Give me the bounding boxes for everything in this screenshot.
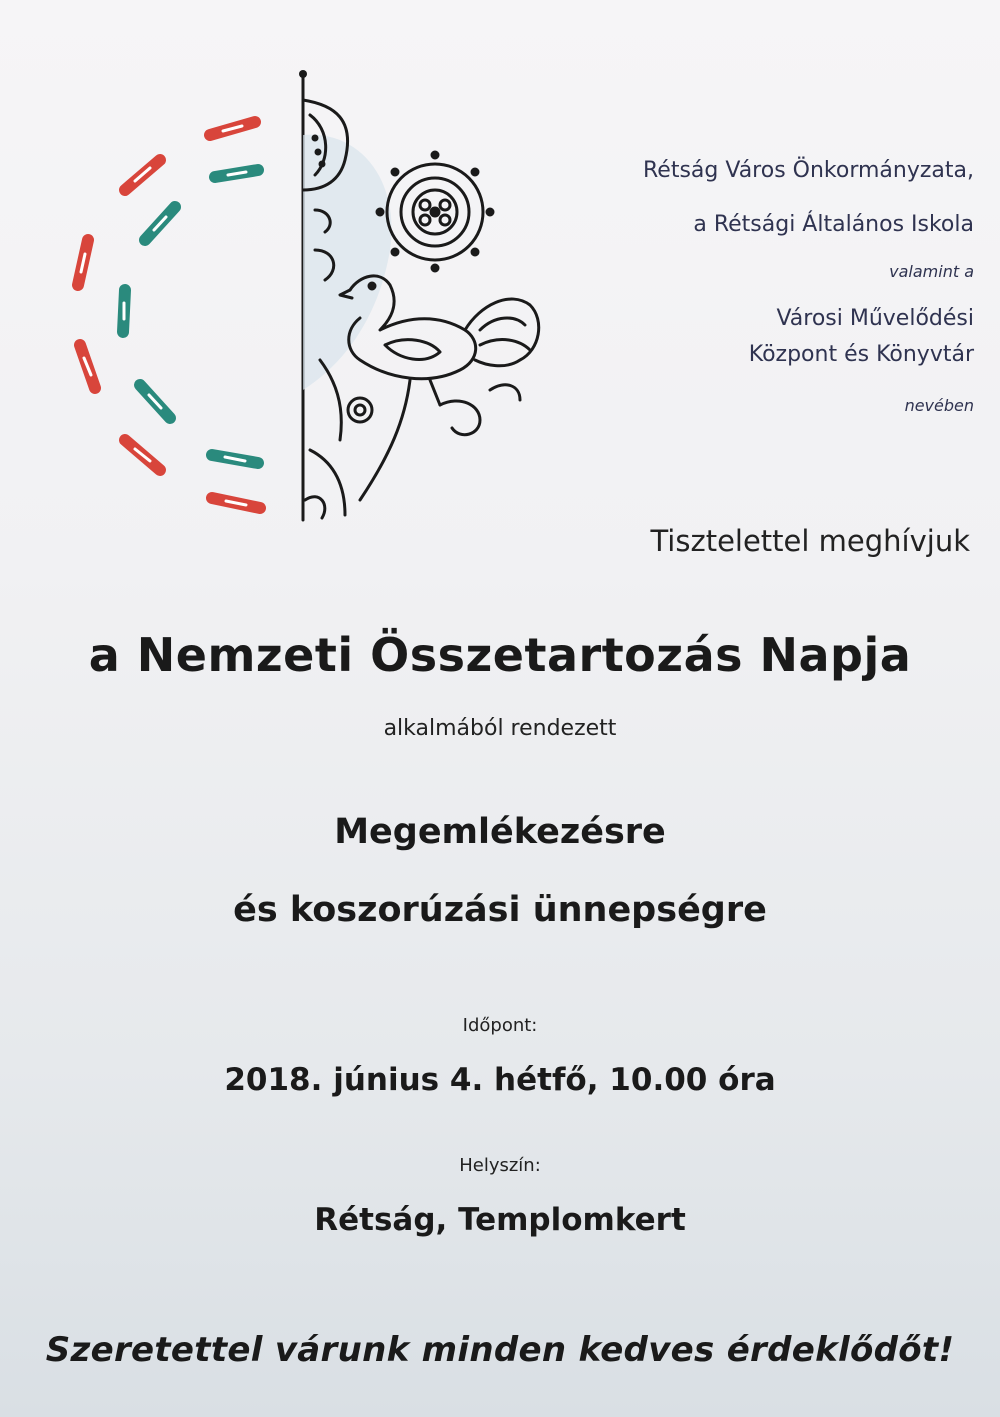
organizer-line-2: a Rétsági Általános Iskola — [693, 212, 974, 237]
organizer-line-5: Központ és Könyvtár — [748, 342, 974, 367]
folk-bird-flower-icon — [299, 70, 539, 520]
organizer-line-1: Rétság Város Önkormányzata, — [643, 158, 974, 183]
time-label: Időpont: — [462, 1015, 538, 1036]
organizer-line-3: valamint a — [889, 262, 974, 281]
stitch-arc-icon — [78, 122, 260, 508]
event-name-line-1: Megemlékezésre — [334, 812, 666, 852]
event-title: a Nemzeti Összetartozás Napja — [88, 628, 912, 682]
invite-line: Tisztelettel meghívjuk — [650, 524, 970, 558]
organizer-line-6: nevében — [904, 396, 974, 415]
place-label: Helyszín: — [459, 1155, 541, 1176]
event-name-line-2: és koszorúzási ünnepségre — [233, 890, 767, 930]
organizer-line-4: Városi Művelődési — [776, 306, 974, 331]
event-occasion: alkalmából rendezett — [383, 716, 617, 741]
closing-line: Szeretettel várunk minden kedves érdeklődőt! — [45, 1330, 955, 1370]
logo — [60, 60, 560, 530]
place-value: Rétság, Templomkert — [314, 1202, 686, 1238]
time-value: 2018. június 4. hétfő, 10.00 óra — [224, 1062, 776, 1098]
